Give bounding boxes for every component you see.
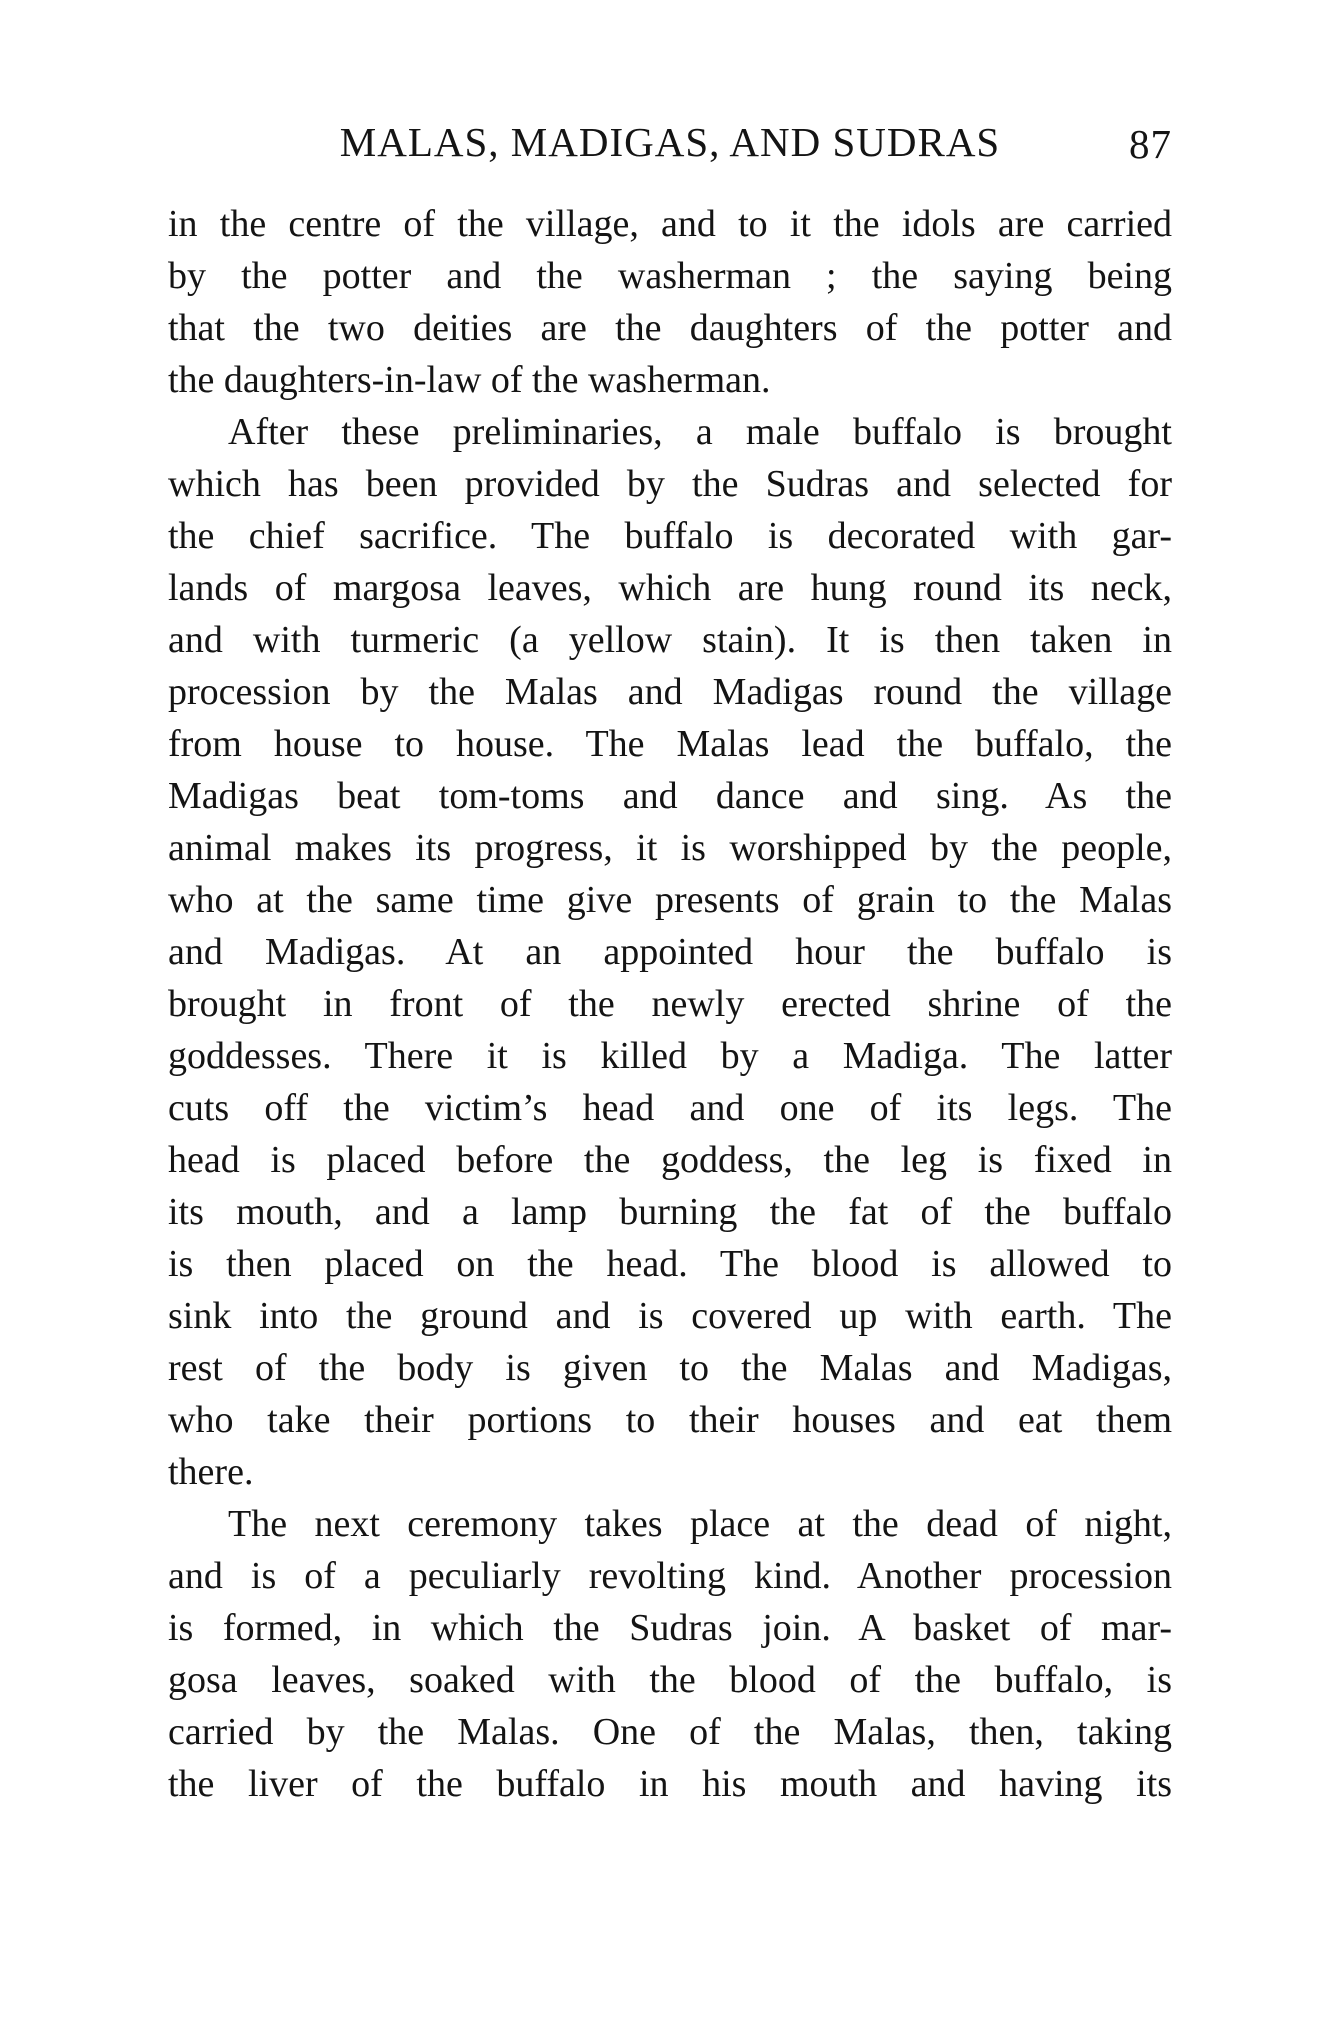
text-line: its mouth, and a lamp burning the fat of the buffalo — [168, 1191, 1172, 1233]
text-line: The next ceremony takes place at the dead of night, — [228, 1503, 1172, 1545]
text-line: gosa leaves, soaked with the blood of the buffalo, is — [168, 1659, 1172, 1701]
running-title: MALAS, MADIGAS, AND SUDRAS — [339, 119, 1001, 165]
page-number: 87 — [1129, 121, 1172, 167]
text-line: cuts off the victim’s head and one of its legs. The — [168, 1087, 1172, 1129]
running-head — [168, 112, 1172, 172]
text-line: is then placed on the head. The blood is allowed to — [168, 1243, 1172, 1285]
text-line: who at the same time give presents of grain to the Malas — [168, 879, 1172, 921]
text-line: there. — [168, 1451, 254, 1493]
text-line: and Madigas. At an appointed hour the buffalo is — [168, 931, 1172, 973]
text-line: which has been provided by the Sudras and selected for — [168, 463, 1172, 505]
text-line: is formed, in which the Sudras join. A basket of mar- — [168, 1607, 1172, 1649]
text-line: goddesses. There it is killed by a Madiga. The latter — [168, 1035, 1172, 1077]
text-line: and is of a peculiarly revolting kind. Another procession — [168, 1555, 1172, 1597]
body-text — [168, 198, 1172, 1810]
text-line: sink into the ground and is covered up with earth. The — [168, 1295, 1172, 1337]
text-line: brought in front of the newly erected shrine of the — [168, 983, 1172, 1025]
text-line: procession by the Malas and Madigas round the village — [168, 671, 1172, 713]
text-line: rest of the body is given to the Malas and Madigas, — [168, 1347, 1172, 1389]
text-line: and with turmeric (a yellow stain). It is then taken in — [168, 619, 1172, 661]
text-line: who take their portions to their houses and eat them — [168, 1399, 1172, 1441]
text-line: from house to house. The Malas lead the buffalo, the — [168, 723, 1172, 765]
text-line: Madigas beat tom-toms and dance and sing. As the — [168, 775, 1172, 817]
text-line: the liver of the buffalo in his mouth and having its — [168, 1763, 1172, 1805]
text-line: that the two deities are the daughters of the potter and — [168, 307, 1172, 349]
text-line: carried by the Malas. One of the Malas, then, taking — [168, 1711, 1172, 1753]
text-line: in the centre of the village, and to it the idols are carried — [168, 203, 1172, 245]
text-line: the chief sacrifice. The buffalo is decorated with gar- — [168, 515, 1172, 557]
text-line: lands of margosa leaves, which are hung round its neck, — [168, 567, 1172, 609]
text-line: by the potter and the washerman ; the saying being — [168, 255, 1172, 297]
text-line: head is placed before the goddess, the leg is fixed in — [168, 1139, 1172, 1181]
text-line: After these preliminaries, a male buffalo is brought — [228, 411, 1172, 453]
text-line: animal makes its progress, it is worshipped by the people, — [168, 827, 1172, 869]
text-line: the daughters-in-law of the washerman. — [168, 359, 771, 401]
